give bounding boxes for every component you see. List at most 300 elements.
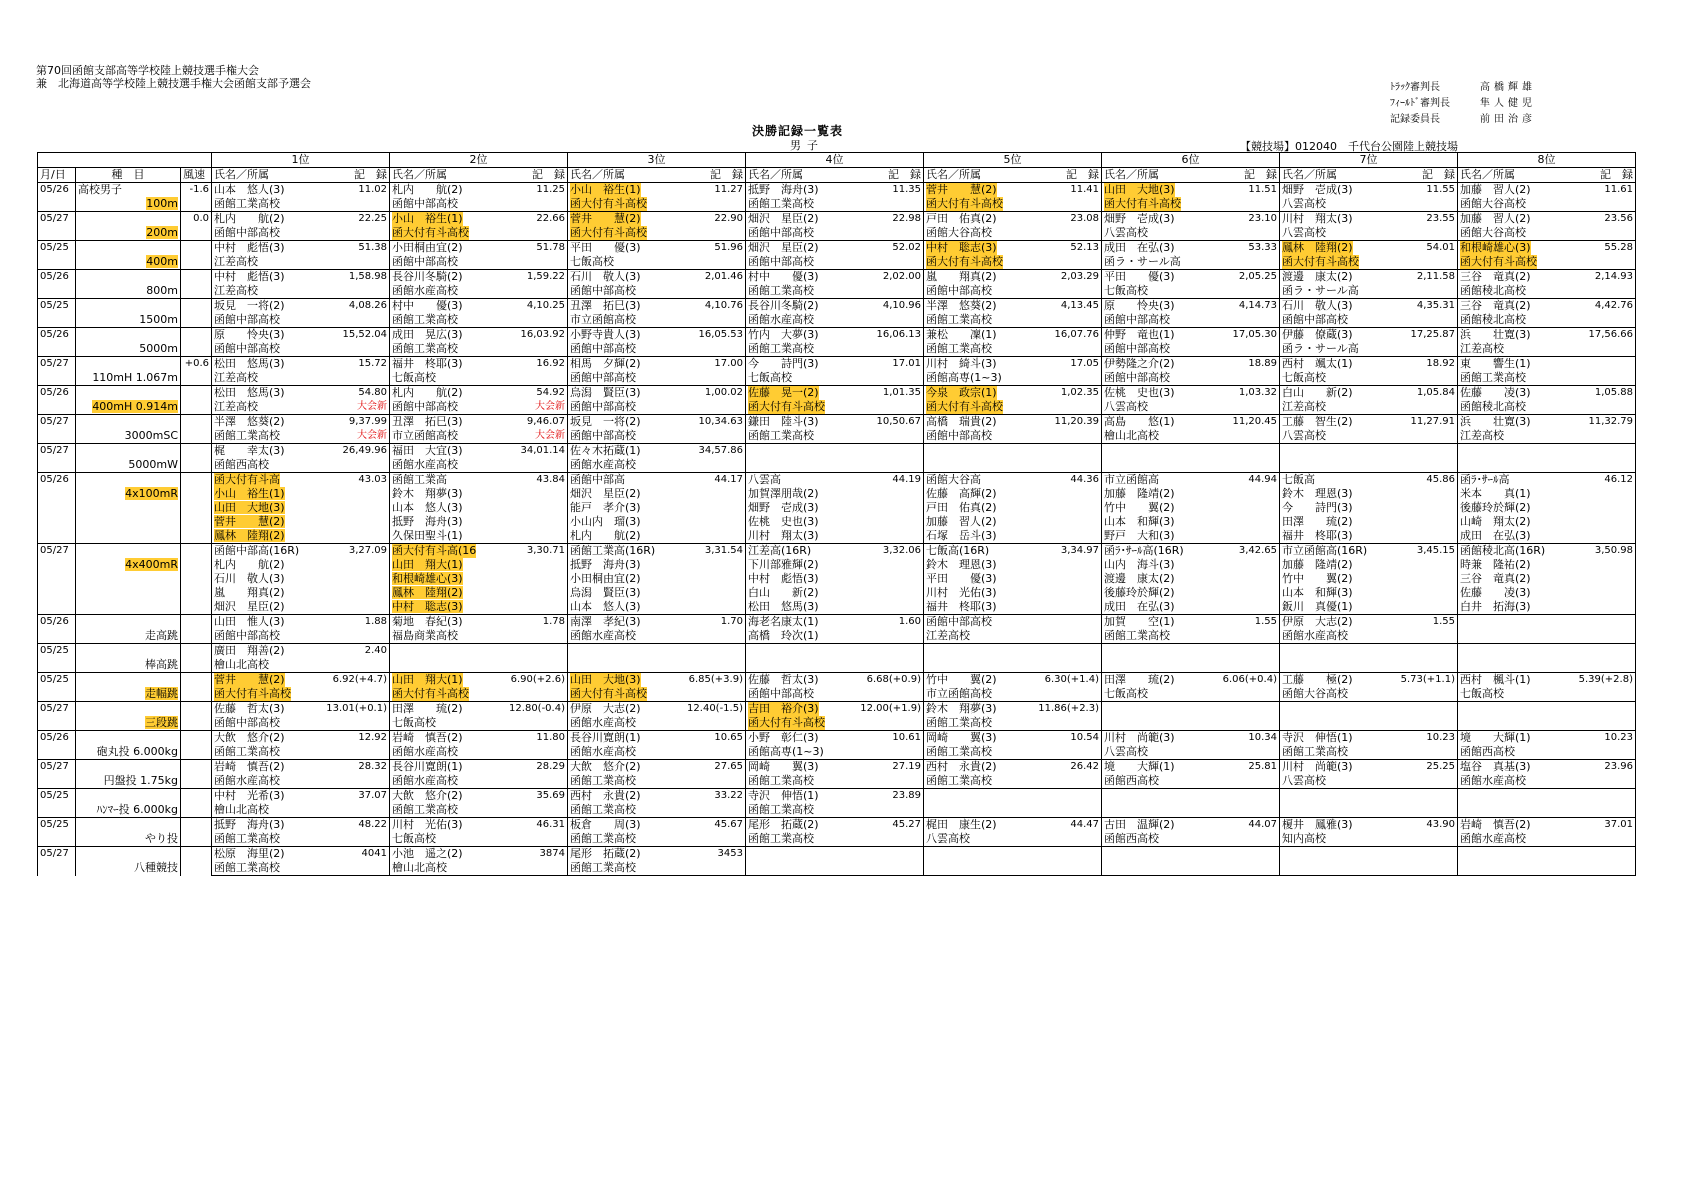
result-mark: 1.55 (1254, 616, 1277, 627)
athlete-name: 西村 永貴(2) (926, 760, 997, 773)
school-cell (212, 658, 390, 673)
school-cell (390, 803, 568, 818)
school-name: 江差高校 (214, 400, 258, 413)
event-row-school (38, 832, 1636, 847)
relay-member: 渡邊 康太(2) (1104, 572, 1175, 585)
official-row: ﾄﾗｯｸ審判長 高橋輝雄 (1390, 82, 1536, 93)
athlete-cell (568, 386, 746, 401)
school-name: 函大付有斗高校 (214, 687, 291, 700)
wind-speed (181, 615, 212, 644)
event-date: 05/27 (38, 702, 76, 731)
relay-member-cell (568, 529, 746, 544)
athlete-name: 岡崎 翼(3) (748, 760, 819, 773)
relay-team: 市立函館高 (1104, 473, 1159, 486)
school-name: 函館中部高校 (214, 716, 280, 729)
athlete-cell (1102, 299, 1280, 314)
event-name-cell (76, 818, 181, 847)
event-date: 05/25 (38, 241, 76, 270)
relay-member: 白井 拓海(3) (1460, 600, 1531, 613)
athlete-cell (390, 789, 568, 804)
result-mark: 6.85(+3.9) (688, 674, 743, 685)
event-name-cell (76, 183, 181, 212)
wind-speed: -1.6 (181, 183, 212, 212)
school-cell (1280, 629, 1458, 644)
relay-member: 嵐 翔真(2) (214, 586, 285, 599)
relay-team-cell (212, 473, 390, 488)
athlete-name: 烏潟 賢臣(3) (570, 386, 641, 399)
relay-member: 米本 真(1) (1460, 487, 1531, 500)
school-cell (1280, 832, 1458, 847)
relay-team-cell (746, 473, 924, 488)
athlete-name: 尾形 拓蔵(2) (570, 847, 641, 860)
school-name: 函館中部高校 (1104, 371, 1170, 384)
school-cell (746, 745, 924, 760)
relay-row (38, 544, 1636, 559)
result-mark: 4041 (361, 848, 387, 859)
athlete-cell (390, 415, 568, 430)
athlete-name: 加藤 習人(2) (1460, 212, 1531, 225)
school-name: 函ラ・サール高 (1282, 284, 1359, 297)
relay-member-cell (390, 558, 568, 572)
relay-member-cell (568, 600, 746, 615)
athlete-cell (1458, 299, 1636, 314)
event-date: 05/27 (38, 444, 76, 473)
relay-team-cell (746, 544, 924, 559)
athlete-name: 松田 悠馬(3) (214, 386, 285, 399)
event-name: 砲丸投 6.000kg (96, 745, 178, 758)
school-cell (1280, 429, 1458, 444)
school-cell (1458, 342, 1636, 357)
athlete-cell (746, 702, 924, 717)
result-mark: 22.98 (892, 213, 921, 224)
event-name-cell (76, 299, 181, 328)
athlete-cell (1102, 415, 1280, 430)
result-mark: 3,30.71 (526, 545, 565, 556)
school-name: 函館水産高校 (570, 458, 636, 471)
relay-member-cell (924, 572, 1102, 586)
school-name: 函大付有斗高校 (570, 226, 647, 239)
result-mark: 27.65 (714, 761, 743, 772)
result-mark: 54.01 (1426, 242, 1455, 253)
result-mark: 23.96 (1604, 761, 1633, 772)
athlete-name: 嵐 翔真(2) (926, 270, 997, 283)
relay-member-cell (568, 515, 746, 529)
event-row (38, 789, 1636, 804)
athlete-cell (1102, 270, 1280, 285)
athlete-name: 山田 翔大(1) (392, 673, 463, 686)
athlete-name: 中村 彪悟(3) (214, 241, 285, 254)
event-row-school (38, 458, 1636, 473)
relay-member: 山本 和輝(3) (1282, 586, 1353, 599)
athlete-cell (390, 270, 568, 285)
event-name-cell (76, 386, 181, 415)
school-name: 函館工業高校 (214, 429, 280, 442)
school-cell (746, 429, 924, 444)
name-school-label: 氏名／所属 (748, 168, 803, 181)
event-name-cell (76, 760, 181, 789)
athlete-name: 坂見 一将(2) (570, 415, 641, 428)
athlete-name: 札内 航(2) (392, 183, 463, 196)
school-cell (924, 861, 1102, 876)
athlete-cell (746, 415, 924, 430)
school-cell (1102, 284, 1280, 299)
event-date: 05/26 (38, 386, 76, 415)
relay-team: 函ﾗ･ｻｰﾙ高 (1460, 473, 1510, 486)
athlete-name: 白山 新(2) (1282, 386, 1353, 399)
wind-speed (181, 789, 212, 818)
school-name: 函大付有斗高校 (748, 400, 825, 413)
relay-member: 川村 翔太(3) (748, 529, 819, 542)
athlete-cell (924, 212, 1102, 227)
athlete-cell (746, 673, 924, 688)
school-cell (746, 658, 924, 673)
event-date: 05/25 (38, 818, 76, 847)
result-mark: 2,01.46 (704, 271, 743, 282)
school-name: 七飯高校 (1104, 284, 1148, 297)
athlete-cell (924, 644, 1102, 659)
athlete-name: 大飲 悠介(2) (570, 760, 641, 773)
event-date: 05/27 (38, 212, 76, 241)
athlete-cell (1458, 241, 1636, 256)
relay-team: 函大付有斗高 (214, 473, 280, 486)
category-label: 男子 (790, 139, 824, 152)
athlete-name: 村中 優(3) (392, 299, 463, 312)
result-mark: 11.02 (358, 184, 387, 195)
school-cell (568, 226, 746, 241)
relay-member-cell (390, 515, 568, 529)
mark-label: 記 録 (1600, 168, 1633, 181)
result-mark: 17,25.87 (1410, 329, 1455, 340)
event-name: 4x400mR (125, 558, 178, 571)
school-cell (924, 687, 1102, 702)
school-name: 檜山北高校 (1104, 429, 1159, 442)
school-name: 檜山北高校 (214, 803, 269, 816)
athlete-cell (1458, 818, 1636, 833)
school-name: 函館中部高校 (214, 629, 280, 642)
athlete-cell (746, 444, 924, 459)
athlete-cell (1458, 615, 1636, 630)
athlete-cell (212, 241, 390, 256)
school-name: 函館中部高校 (570, 400, 636, 413)
result-mark: 28.29 (536, 761, 565, 772)
result-mark: 1,02.35 (1060, 387, 1099, 398)
athlete-name: 山田 大地(3) (570, 673, 641, 686)
athlete-name: 川村 翔太(3) (1282, 212, 1353, 225)
athlete-cell (746, 731, 924, 746)
athlete-name: 西村 颯太(1) (1282, 357, 1353, 370)
school-name: 函館中部高校 (214, 342, 280, 355)
athlete-name: 松田 悠馬(3) (214, 357, 285, 370)
category-tag: 高校男子 (78, 183, 122, 196)
athlete-cell (390, 847, 568, 862)
event-name: 800m (146, 284, 178, 297)
athlete-name: 尾形 拓蔵(2) (748, 818, 819, 831)
relay-team-cell (1280, 473, 1458, 488)
result-mark: 1,59.22 (526, 271, 565, 282)
relay-member: 山田 大地(3) (214, 501, 285, 514)
relay-member-cell (924, 487, 1102, 501)
athlete-name: 原 怜央(3) (214, 328, 285, 341)
meeting-title-line2: 兼 北海道高等学校陸上競技選手権大会函館支部予選会 (36, 77, 311, 90)
relay-member: 鈴木 理恩(3) (1282, 487, 1353, 500)
athlete-cell (1280, 444, 1458, 459)
name-school-label: 氏名／所属 (1460, 168, 1515, 181)
event-row (38, 299, 1636, 314)
relay-member: 畑沢 星臣(2) (570, 487, 641, 500)
school-name: 七飯高校 (1282, 371, 1326, 384)
event-row (38, 415, 1636, 430)
athlete-name: 仲野 竜也(1) (1104, 328, 1175, 341)
athlete-cell (1458, 644, 1636, 659)
relay-member-cell (568, 558, 746, 572)
relay-member-cell (212, 515, 390, 529)
school-cell (1280, 313, 1458, 328)
athlete-cell (1280, 241, 1458, 256)
school-cell (568, 197, 746, 212)
result-mark: 23.89 (892, 790, 921, 801)
athlete-cell (1280, 357, 1458, 372)
relay-member-cell (390, 586, 568, 600)
relay-member-cell (212, 558, 390, 572)
school-cell (390, 716, 568, 731)
school-name: 函館工業高校 (926, 313, 992, 326)
athlete-cell (1458, 444, 1636, 459)
school-name: 函大付有斗高校 (570, 197, 647, 210)
result-mark: 17,05.30 (1232, 329, 1277, 340)
school-name: 函館水産高校 (570, 745, 636, 758)
official-row: ﾌｨｰﾙﾄﾞ審判長 隼人健児 (1390, 98, 1536, 109)
school-cell (1280, 658, 1458, 673)
result-mark: 16.92 (536, 358, 565, 369)
event-row (38, 270, 1636, 285)
athlete-name: 梶田 康生(2) (926, 818, 997, 831)
event-row (38, 183, 1636, 198)
relay-member: 加藤 隆靖(2) (1282, 558, 1353, 571)
relay-team: 函館中部高(16R) (214, 544, 300, 557)
school-cell (212, 197, 390, 212)
school-cell (390, 861, 568, 876)
name-mark-header (212, 168, 390, 183)
athlete-cell (924, 270, 1102, 285)
relay-member-cell (746, 586, 924, 600)
school-name: 函館水産高校 (392, 458, 458, 471)
relay-member: 札内 航(2) (570, 529, 641, 542)
event-name-cell (76, 444, 181, 473)
relay-member: 佐桃 史也(3) (748, 515, 819, 528)
athlete-name: 石川 敬人(3) (570, 270, 641, 283)
athlete-cell (1102, 386, 1280, 401)
relay-member-cell (746, 501, 924, 515)
result-mark: 6.92(+4.7) (332, 674, 387, 685)
place-header: 2位 (390, 153, 568, 168)
school-name: 函館工業高校 (570, 861, 636, 874)
result-mark: 3,42.65 (1238, 545, 1277, 556)
result-mark: 3,45.15 (1416, 545, 1455, 556)
school-cell (1102, 629, 1280, 644)
event-name: 走高跳 (145, 629, 178, 642)
athlete-name: 鎌田 陸斗(3) (748, 415, 819, 428)
event-name-cell (76, 415, 181, 444)
name-mark-header (1280, 168, 1458, 183)
athlete-cell (1280, 702, 1458, 717)
athlete-cell (1458, 386, 1636, 401)
school-cell (1102, 803, 1280, 818)
athlete-cell (1458, 731, 1636, 746)
school-name: 函館中部高校 (392, 400, 458, 413)
athlete-name: 福井 柊耶(3) (392, 357, 463, 370)
event-header: 種 目 (76, 168, 181, 183)
place-header: 6位 (1102, 153, 1280, 168)
result-mark: 1.55 (1432, 616, 1455, 627)
result-mark: 15.72 (358, 358, 387, 369)
event-name-cell (76, 847, 181, 876)
event-row-school (38, 774, 1636, 789)
school-name: 八雲高校 (1104, 226, 1148, 239)
event-name: 5000m (139, 342, 178, 355)
relay-member: 和根崎雄心(3) (392, 572, 463, 585)
athlete-cell (746, 270, 924, 285)
relay-member-cell (924, 529, 1102, 544)
athlete-cell (390, 241, 568, 256)
athlete-cell (1102, 702, 1280, 717)
athlete-name: 南澤 孝紀(3) (570, 615, 641, 628)
athlete-name: 三谷 竜真(2) (1460, 270, 1531, 283)
athlete-name: 三谷 竜真(2) (1460, 299, 1531, 312)
result-mark: 3,32.06 (882, 545, 921, 556)
school-name: 函館工業高校 (214, 197, 280, 210)
meeting-title (36, 64, 311, 90)
relay-member-cell (568, 501, 746, 515)
school-cell (1102, 687, 1280, 702)
result-mark: 25.25 (1426, 761, 1455, 772)
school-name: 函館中部高校 (570, 284, 636, 297)
relay-member: 野戸 大和(3) (1104, 529, 1175, 542)
athlete-name: 伊原 大志(2) (1282, 615, 1353, 628)
relay-member: 畑沢 星臣(2) (214, 600, 285, 613)
name-mark-header (1102, 168, 1280, 183)
relay-member: 抵野 海舟(3) (392, 515, 463, 528)
athlete-name: 高島 悠(1) (1104, 415, 1175, 428)
athlete-cell (212, 818, 390, 833)
result-mark: 23.56 (1604, 213, 1633, 224)
relay-team: 函ﾗ･ｻｰﾙ高(16R) (1104, 544, 1184, 557)
athlete-cell (1102, 760, 1280, 775)
athlete-cell (1458, 760, 1636, 775)
relay-member-cell (1458, 586, 1636, 600)
result-mark: 10.23 (1426, 732, 1455, 743)
school-cell (1280, 687, 1458, 702)
result-mark: 12.00(+1.9) (860, 703, 921, 714)
school-name: 函大付有斗高校 (392, 226, 469, 239)
athlete-cell (1102, 789, 1280, 804)
result-mark: 6.30(+1.4) (1044, 674, 1099, 685)
name-mark-header (568, 168, 746, 183)
athlete-cell (1458, 847, 1636, 862)
school-name: 函館水産高校 (392, 284, 458, 297)
relay-member-cell (1458, 572, 1636, 586)
result-mark: 23.08 (1070, 213, 1099, 224)
athlete-name: 小野寺貴人(3) (570, 328, 641, 341)
school-cell (390, 400, 568, 415)
athlete-cell (1280, 644, 1458, 659)
relay-team-cell (390, 473, 568, 488)
event-date: 05/26 (38, 473, 76, 544)
relay-team: 七飯高(16R) (926, 544, 990, 557)
relay-member: 鳳林 陸翔(2) (392, 586, 463, 599)
relay-member-cell (1102, 501, 1280, 515)
athlete-name: 今 詩門(3) (748, 357, 819, 370)
school-cell (568, 861, 746, 876)
result-mark: 11.35 (892, 184, 921, 195)
school-name: 函館工業高校 (926, 342, 992, 355)
relay-member: 戸田 佑真(2) (926, 501, 997, 514)
athlete-name: 和根崎雄心(3) (1460, 241, 1531, 254)
relay-member-cell (1280, 586, 1458, 600)
athlete-cell (1458, 328, 1636, 343)
relay-member-cell (746, 558, 924, 572)
school-cell (1280, 861, 1458, 876)
athlete-name: 小野 彰仁(3) (748, 731, 819, 744)
event-name-cell (76, 615, 181, 644)
school-name: 函館水産高校 (1460, 774, 1526, 787)
event-row-school (38, 371, 1636, 386)
event-name: 110mH 1.067m (92, 371, 178, 384)
school-cell (1280, 197, 1458, 212)
school-name: 市立函館高校 (392, 429, 458, 442)
relay-member-cell (1102, 558, 1280, 572)
athlete-name: 古田 温輝(2) (1104, 818, 1175, 831)
athlete-name: 札内 航(2) (214, 212, 285, 225)
result-mark: 43.90 (1426, 819, 1455, 830)
school-name: 七飯高校 (392, 371, 436, 384)
relay-member: 能戸 孝介(3) (570, 501, 641, 514)
school-name: 函大付有斗高校 (748, 716, 825, 729)
relay-member-cell (924, 501, 1102, 515)
event-row-school (38, 226, 1636, 241)
athlete-name: 大飲 悠介(2) (214, 731, 285, 744)
school-name: 函館大谷高校 (1282, 687, 1348, 700)
athlete-name: 長谷川寛朗(1) (392, 760, 463, 773)
result-mark: 11.55 (1426, 184, 1455, 195)
athlete-name: 岡崎 翼(3) (926, 731, 997, 744)
school-cell (568, 774, 746, 789)
relay-member-cell (1102, 572, 1280, 586)
school-name: 函館工業高校 (1282, 745, 1348, 758)
athlete-cell (1458, 270, 1636, 285)
school-cell (746, 716, 924, 731)
athlete-name: 川村 綺斗(3) (926, 357, 997, 370)
athlete-cell (568, 731, 746, 746)
school-cell (746, 832, 924, 847)
school-name: 江差高校 (1460, 342, 1504, 355)
relay-row (38, 600, 1636, 615)
athlete-name: 佐桃 史也(3) (1104, 386, 1175, 399)
relay-member: 福井 柊耶(3) (1282, 529, 1353, 542)
school-cell (746, 774, 924, 789)
school-cell (924, 429, 1102, 444)
school-name: 函大付有斗高校 (1460, 255, 1537, 268)
school-name: 函館工業高校 (926, 774, 992, 787)
relay-team-cell (924, 544, 1102, 559)
result-mark: 10.61 (892, 732, 921, 743)
result-mark: 11,20.39 (1054, 416, 1099, 427)
result-mark: 2,11.58 (1416, 271, 1455, 282)
school-cell (1280, 774, 1458, 789)
school-cell (212, 629, 390, 644)
record-badge: 大会新 (357, 401, 387, 412)
event-name: 400m (146, 255, 178, 268)
school-name: 函館工業高校 (1460, 371, 1526, 384)
